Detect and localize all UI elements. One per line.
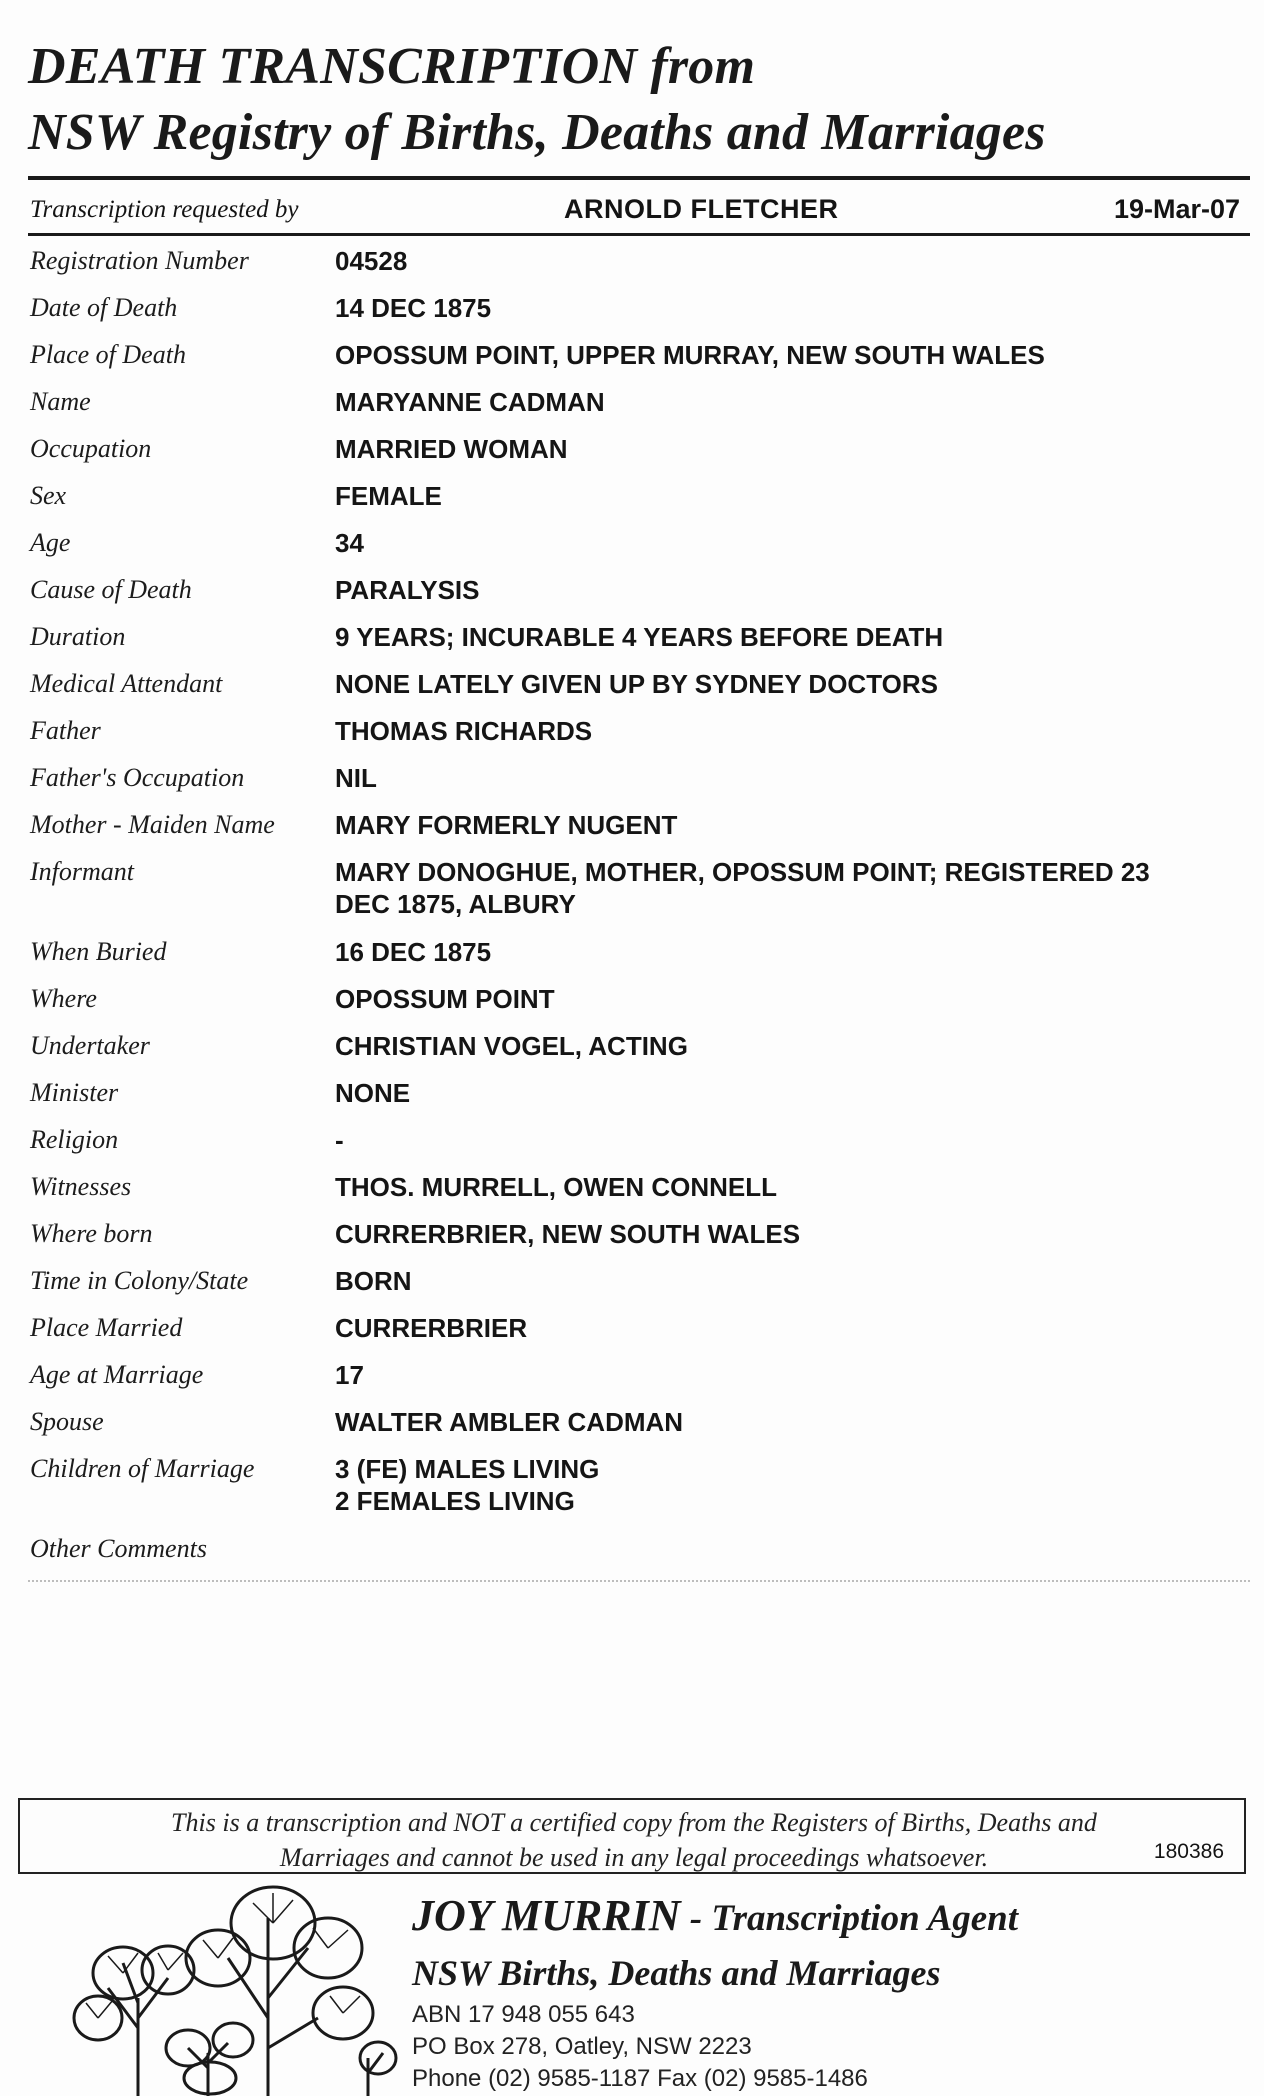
field-row [30,386,1250,433]
field-label: Where [30,984,97,1013]
field-value: 14 DEC 1875 [335,293,492,323]
field-row [30,1359,1250,1406]
field-value: OPOSSUM POINT, UPPER MURRAY, NEW SOUTH WALES [335,340,1045,370]
field-row [30,527,1250,574]
field-label: Undertaker [30,1031,150,1060]
field-row [30,1218,1250,1265]
field-row [30,1030,1250,1077]
field-row [30,574,1250,621]
disclaimer-text [20,1805,1248,1875]
agent-role: - Transcription Agent [680,1898,1019,1939]
field-value: CURRERBRIER, NEW SOUTH WALES [335,1219,801,1249]
field-label: Father [30,716,101,745]
field-value: - [335,1125,344,1155]
title-line-1 [28,34,1046,100]
field-label: Father's Occupation [30,763,245,792]
field-label: Minister [30,1078,119,1107]
field-label: Mother - Maiden Name [30,810,275,839]
field-value: MARRIED WOMAN [335,434,568,464]
field-row [30,1406,1250,1453]
field-row [30,433,1250,480]
field-row [30,1265,1250,1312]
field-label: Witnesses [30,1172,132,1201]
agent-address: PO Box 278, Oatley, NSW 2223 [412,2033,752,2060]
field-row [30,480,1250,527]
field-row [30,983,1250,1030]
request-date: 19-Mar-07 [1113,194,1240,224]
record-fields [30,245,1250,1580]
field-row [30,1124,1250,1171]
document-title [28,34,1046,166]
field-label: Duration [30,622,126,651]
request-row [30,192,1240,230]
field-label: Medical Attendant [30,669,223,698]
agent-name: JOY MURRIN [412,1891,681,1940]
requester-name: ARNOLD FLETCHER [564,194,839,224]
disclaimer-line-1: This is a transcription and NOT a certified copy from the Registers of Births, Deaths and [171,1808,1097,1837]
field-value: NONE LATELY GIVEN UP BY SYDNEY DOCTORS [335,669,938,699]
field-label: Spouse [30,1407,104,1436]
field-value: 3 (FE) MALES LIVING 2 FEMALES LIVING [335,1454,600,1516]
field-label: Age [30,528,71,557]
field-label: Sex [30,481,67,510]
field-value: 34 [335,528,364,558]
field-row [30,1533,1250,1580]
field-value: NONE [335,1078,411,1108]
title-line-2: NSW Registry of Births, Deaths and Marriages [28,104,1046,161]
field-value: BORN [335,1266,412,1296]
field-label: Occupation [30,434,152,463]
field-label: Cause of Death [30,575,192,604]
field-label: Name [30,387,91,416]
agent-organisation: NSW Births, Deaths and Marriages [412,1953,941,1993]
field-value [335,1533,1250,1580]
field-value: FEMALE [335,481,442,511]
field-value: 04528 [335,246,408,276]
trees-logo-icon [68,1878,398,2096]
field-label: When Buried [30,937,167,966]
agent-phone: Phone (02) 9585-1187 Fax (02) 9585-1486 [412,2065,868,2092]
agent-heading [412,1888,1018,1947]
field-value: MARY FORMERLY NUGENT [335,810,678,840]
agent-block [412,1888,1018,2095]
field-row [30,292,1250,339]
field-label: Other Comments [30,1534,207,1563]
field-label: Informant [30,857,134,886]
field-row [30,762,1250,809]
field-row [30,1312,1250,1359]
field-value: MARY DONOGHUE, MOTHER, OPOSSUM POINT; REGISTERED 23 DEC 1875, ALBURY [335,857,1150,919]
field-row [30,809,1250,856]
field-label: Time in Colony/State [30,1266,249,1295]
field-value: CURRERBRIER [335,1313,528,1343]
field-value: THOMAS RICHARDS [335,716,593,746]
field-value: PARALYSIS [335,575,480,605]
document-number: 180386 [1153,1840,1224,1863]
field-row [30,715,1250,762]
disclaimer-line-2: Marriages and cannot be used in any legal proceedings whatsoever. [279,1843,989,1872]
field-value: WALTER AMBLER CADMAN [335,1407,684,1437]
field-label: Place of Death [30,340,186,369]
field-value: OPOSSUM POINT [335,984,555,1014]
header-rule-bottom [28,233,1250,236]
field-label: Where born [30,1219,153,1248]
field-row [30,936,1250,983]
header-rule-top [28,176,1250,180]
field-row [30,339,1250,386]
field-row [30,1171,1250,1218]
request-label: Transcription requested by [30,196,299,223]
field-row [30,245,1250,292]
field-label: Place Married [30,1313,183,1342]
field-value: NIL [335,763,377,793]
field-label: Religion [30,1125,119,1154]
title-from: from [637,38,756,95]
field-label: Age at Marriage [30,1360,204,1389]
field-label: Children of Marriage [30,1454,255,1483]
field-value: 9 YEARS; INCURABLE 4 YEARS BEFORE DEATH [335,622,944,652]
field-row [30,1453,1250,1533]
comments-divider [28,1580,1250,1582]
field-row [30,668,1250,715]
field-row [30,1077,1250,1124]
field-label: Date of Death [30,293,178,322]
field-value: CHRISTIAN VOGEL, ACTING [335,1031,688,1061]
field-value: THOS. MURRELL, OWEN CONNELL [335,1172,777,1202]
field-row [30,621,1250,668]
field-value: 16 DEC 1875 [335,937,492,967]
field-row [30,856,1250,936]
field-value: 17 [335,1360,364,1390]
title-main: DEATH TRANSCRIPTION [28,38,638,95]
field-value: MARYANNE CADMAN [335,387,605,417]
field-label: Registration Number [30,246,249,275]
disclaimer-box [18,1798,1246,1874]
agent-abn: ABN 17 948 055 643 [412,2001,635,2028]
